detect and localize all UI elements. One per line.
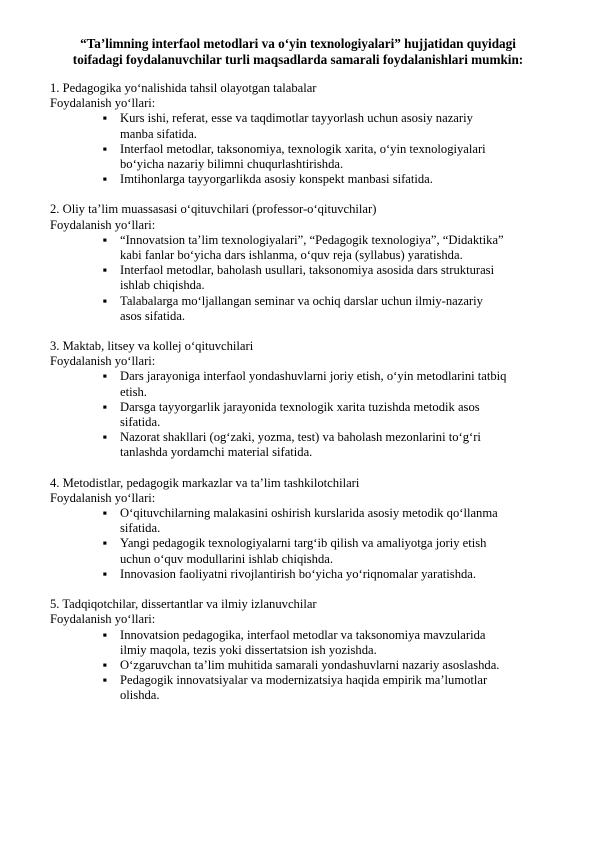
list-item: [50, 111, 556, 141]
bullet-icon: ▪: [102, 627, 108, 642]
user-category-section: [50, 476, 556, 582]
list-item: [50, 172, 556, 187]
bullet-icon: ▪: [102, 430, 108, 445]
list-item-line: Kurs ishi, referat, esse va taqdimotlar tayyorlash uchun asosiy nazariy: [120, 111, 473, 126]
list-item-line: sifatida.: [120, 521, 161, 536]
list-item: [50, 506, 556, 536]
usage-label: Foydalanish yo‘llari:: [50, 96, 156, 111]
bullet-icon: ▪: [102, 369, 108, 384]
list-item-line: asos sifatida.: [120, 308, 186, 323]
bullet-icon: ▪: [102, 111, 108, 126]
section-heading: 4. Metodistlar, pedagogik markazlar va ta’lim tashkilotchilari: [50, 475, 360, 490]
user-category-section: [50, 81, 556, 187]
bullet-icon: ▪: [102, 399, 108, 414]
list-item: [50, 628, 556, 658]
document-body: [50, 81, 556, 719]
section-heading: 2. Oliy ta’lim muassasasi o‘qituvchilari (professor-o‘qituvchilar): [50, 202, 377, 217]
bullet-icon: ▪: [102, 673, 108, 688]
list-item-line: Interfaol metodlar, taksonomiya, texnologik xarita, o‘yin texnologiyalari: [120, 141, 486, 156]
usage-label: Foydalanish yo‘llari:: [50, 612, 156, 627]
list-item: [50, 294, 556, 324]
section-heading: 3. Maktab, litsey va kollej o‘qituvchilari: [50, 339, 254, 354]
bullet-icon: ▪: [102, 172, 108, 187]
user-category-section: [50, 339, 556, 461]
list-item-line: kabi fanlar bo‘yicha dars ishlanma, o‘quv reja (syllabus) yaratishda.: [120, 248, 463, 263]
list-item-line: Talabalarga mo‘ljallangan seminar va ochiq darslar uchun ilmiy-nazariy: [120, 293, 483, 308]
list-item: [50, 673, 556, 703]
bullet-icon: ▪: [102, 263, 108, 278]
usage-label: Foydalanish yo‘llari:: [50, 354, 156, 369]
bullet-icon: ▪: [102, 232, 108, 247]
list-item-line: Imtihonlarga tayyorgarlikda asosiy konspekt manbasi sifatida.: [120, 172, 433, 187]
usage-list: [50, 369, 556, 460]
list-item: [50, 142, 556, 172]
title-line: “Ta’limning interfaol metodlari va o‘yin texnologiyalari” hujjatidan quyidagi: [80, 36, 516, 51]
title-line: toifadagi foydalanuvchilar turli maqsadlarda samarali foydalanishlari mumkin:: [72, 52, 524, 67]
document-title: [40, 36, 556, 68]
usage-label: Foydalanish yo‘llari:: [50, 217, 156, 232]
usage-list: [50, 111, 556, 187]
list-item-line: O‘zgaruvchan ta’lim muhitida samarali yondashuvlarni nazariy asoslashda.: [120, 657, 500, 672]
list-item: [50, 430, 556, 460]
list-item: [50, 233, 556, 263]
list-item-line: Dars jarayoniga interfaol yondashuvlarni joriy etish, o‘yin metodlarini tatbiq: [120, 369, 507, 384]
list-item: [50, 263, 556, 293]
bullet-icon: ▪: [102, 566, 108, 581]
bullet-icon: ▪: [102, 141, 108, 156]
list-item-line: ilmiy maqola, tezis yoki dissertatsion ish yozishda.: [120, 642, 377, 657]
bullet-icon: ▪: [102, 657, 108, 672]
list-item-line: ishlab chiqishda.: [120, 278, 205, 293]
user-category-section: [50, 202, 556, 324]
list-item-line: Interfaol metodlar, baholash usullari, taksonomiya asosida dars strukturasi: [120, 263, 495, 278]
bullet-icon: ▪: [102, 506, 108, 521]
list-item-line: Innovasion faoliyatni rivojlantirish bo‘yicha yo‘riqnomalar yaratishda.: [120, 566, 477, 581]
list-item-line: Yangi pedagogik texnologiyalarni targ‘ib qilish va amaliyotga joriy etish: [120, 536, 487, 551]
section-heading: 1. Pedagogika yo‘nalishida tahsil olayotgan talabalar: [50, 81, 317, 95]
usage-list: [50, 506, 556, 582]
list-item-line: uchun o‘quv modullarini ishlab chiqishda.: [120, 551, 334, 566]
list-item-line: O‘qituvchilarning malakasini oshirish kurslarida asosiy metodik qo‘llanma: [120, 506, 498, 521]
list-item-line: tanlashda yordamchi material sifatida.: [120, 445, 313, 460]
list-item: [50, 400, 556, 430]
bullet-icon: ▪: [102, 293, 108, 308]
usage-label: Foydalanish yo‘llari:: [50, 490, 156, 505]
list-item: [50, 658, 556, 673]
list-item: [50, 536, 556, 566]
usage-list: [50, 233, 556, 324]
section-heading: 5. Tadqiqotchilar, dissertantlar va ilmiy izlanuvchilar: [50, 597, 317, 612]
list-item-line: Darsga tayyorgarlik jarayonida texnologik xarita tuzishda metodik asos: [120, 399, 480, 414]
list-item-line: Nazorat shakllari (og‘zaki, yozma, test) va baholash mezonlarini to‘g‘ri: [120, 430, 481, 445]
list-item: [50, 369, 556, 399]
bullet-icon: ▪: [102, 536, 108, 551]
usage-list: [50, 628, 556, 704]
list-item-line: etish.: [120, 384, 147, 399]
list-item: [50, 567, 556, 582]
list-item-line: “Innovatsion ta’lim texnologiyalari”, “Pedagogik texnologiya”, “Didaktika”: [120, 232, 504, 247]
list-item-line: bo‘yicha nazariy bilimni chuqurlashtirishda.: [120, 157, 344, 172]
list-item-line: sifatida.: [120, 415, 161, 430]
list-item-line: manba sifatida.: [120, 126, 197, 141]
list-item-line: Innovatsion pedagogika, interfaol metodlar va taksonomiya mavzularida: [120, 627, 486, 642]
list-item-line: Pedagogik innovatsiyalar va modernizatsiya haqida empirik ma’lumotlar: [120, 673, 488, 688]
user-category-section: [50, 597, 556, 703]
list-item-line: olishda.: [120, 688, 160, 703]
